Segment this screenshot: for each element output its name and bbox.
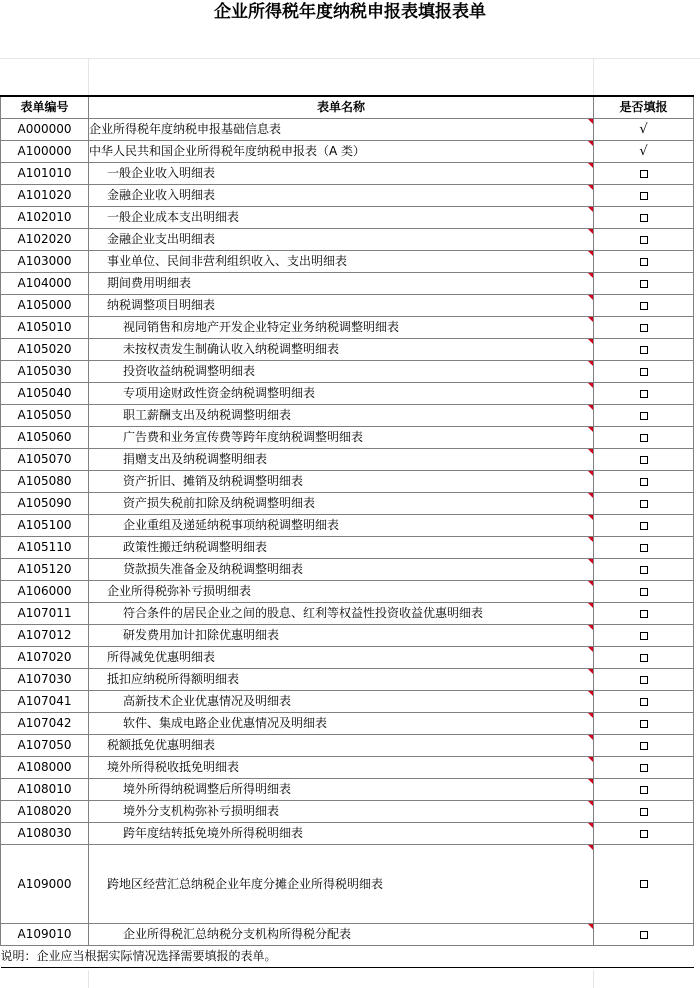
form-name bbox=[89, 383, 594, 405]
grid-line bbox=[88, 970, 89, 988]
fill-status-cell[interactable] bbox=[594, 603, 694, 625]
comment-indicator-icon bbox=[588, 229, 593, 234]
checkbox-empty-icon[interactable] bbox=[640, 522, 648, 530]
fill-status-cell[interactable] bbox=[594, 924, 694, 946]
form-name bbox=[89, 581, 594, 603]
comment-indicator-icon bbox=[588, 691, 593, 696]
form-code: A107050 bbox=[1, 735, 89, 757]
form-name bbox=[89, 229, 594, 251]
form-code: A109000 bbox=[1, 845, 89, 924]
checkbox-empty-icon[interactable] bbox=[640, 478, 648, 486]
form-code: A108030 bbox=[1, 823, 89, 845]
form-name-text: 中华人民共和国企业所得税年度纳税申报表（A 类） bbox=[89, 144, 366, 158]
comment-indicator-icon bbox=[588, 801, 593, 806]
form-name-text: 纳税调整项目明细表 bbox=[107, 298, 216, 312]
form-code: A105100 bbox=[1, 515, 89, 537]
form-code: A105110 bbox=[1, 537, 89, 559]
note-text: 说明：企业应当根据实际情况选择需要填报的表单。 bbox=[1, 946, 694, 968]
form-name bbox=[89, 361, 594, 383]
table-row bbox=[1, 229, 694, 251]
checkbox-empty-icon[interactable] bbox=[640, 456, 648, 464]
checkbox-empty-icon[interactable] bbox=[640, 764, 648, 772]
form-code: A108010 bbox=[1, 779, 89, 801]
fill-status-cell[interactable] bbox=[594, 823, 694, 845]
form-name bbox=[89, 273, 594, 295]
table-row bbox=[1, 924, 694, 946]
form-name bbox=[89, 295, 594, 317]
checkbox-empty-icon[interactable] bbox=[640, 676, 648, 684]
form-code: A102010 bbox=[1, 207, 89, 229]
form-name-text: 企业所得税弥补亏损明细表 bbox=[107, 584, 252, 598]
form-code: A105080 bbox=[1, 471, 89, 493]
checkbox-empty-icon[interactable] bbox=[640, 880, 648, 888]
table-row bbox=[1, 845, 694, 924]
form-code: A100000 bbox=[1, 141, 89, 163]
checkbox-empty-icon[interactable] bbox=[640, 786, 648, 794]
form-name bbox=[89, 317, 594, 339]
form-name bbox=[89, 119, 594, 141]
form-name bbox=[89, 537, 594, 559]
form-name-text: 研发费用加计扣除优惠明细表 bbox=[123, 628, 280, 642]
fill-status-cell[interactable] bbox=[594, 735, 694, 757]
comment-indicator-icon bbox=[588, 163, 593, 168]
form-code: A000000 bbox=[1, 119, 89, 141]
checkbox-empty-icon[interactable] bbox=[640, 324, 648, 332]
form-code: A103000 bbox=[1, 251, 89, 273]
comment-indicator-icon bbox=[588, 493, 593, 498]
form-name bbox=[89, 823, 594, 845]
fill-status-cell[interactable] bbox=[594, 779, 694, 801]
form-code: A107030 bbox=[1, 669, 89, 691]
checkbox-empty-icon[interactable] bbox=[640, 390, 648, 398]
form-name-text: 所得减免优惠明细表 bbox=[107, 650, 216, 664]
header-fill: 是否填报 bbox=[594, 96, 694, 119]
table-row bbox=[1, 493, 694, 515]
form-name-text: 境外所得纳税调整后所得明细表 bbox=[123, 782, 292, 796]
form-name-text: 资产折旧、摊销及纳税调整明细表 bbox=[123, 474, 304, 488]
form-name bbox=[89, 691, 594, 713]
form-list-table bbox=[0, 95, 694, 968]
table-row bbox=[1, 207, 694, 229]
form-name-text: 抵扣应纳税所得额明细表 bbox=[107, 672, 240, 686]
comment-indicator-icon bbox=[588, 317, 593, 322]
fill-status-cell[interactable] bbox=[594, 493, 694, 515]
comment-indicator-icon bbox=[588, 603, 593, 608]
form-name-text: 未按权责发生制确认收入纳税调整明细表 bbox=[123, 342, 340, 356]
checkbox-empty-icon[interactable] bbox=[640, 500, 648, 508]
check-mark-icon: √ bbox=[639, 122, 648, 137]
table-row bbox=[1, 625, 694, 647]
grid-line bbox=[593, 58, 594, 95]
form-name bbox=[89, 559, 594, 581]
table-row bbox=[1, 537, 694, 559]
form-name-text: 企业所得税年度纳税申报基础信息表 bbox=[89, 122, 282, 136]
form-code: A107020 bbox=[1, 647, 89, 669]
form-name bbox=[89, 669, 594, 691]
table-row bbox=[1, 185, 694, 207]
checkbox-empty-icon[interactable] bbox=[640, 632, 648, 640]
form-name-text: 税额抵免优惠明细表 bbox=[107, 738, 216, 752]
checkbox-empty-icon[interactable] bbox=[640, 434, 648, 442]
table-row bbox=[1, 471, 694, 493]
table-row bbox=[1, 449, 694, 471]
fill-status-cell[interactable] bbox=[594, 801, 694, 823]
form-code: A106000 bbox=[1, 581, 89, 603]
table-row bbox=[1, 427, 694, 449]
fill-status-cell[interactable] bbox=[594, 273, 694, 295]
form-code: A101020 bbox=[1, 185, 89, 207]
comment-indicator-icon bbox=[588, 251, 593, 256]
form-name bbox=[89, 713, 594, 735]
checkbox-empty-icon[interactable] bbox=[640, 830, 648, 838]
table-row bbox=[1, 317, 694, 339]
checkbox-empty-icon[interactable] bbox=[640, 236, 648, 244]
fill-status-cell[interactable] bbox=[594, 207, 694, 229]
table-row bbox=[1, 339, 694, 361]
form-code: A105050 bbox=[1, 405, 89, 427]
form-name bbox=[89, 779, 594, 801]
comment-indicator-icon bbox=[588, 537, 593, 542]
comment-indicator-icon bbox=[588, 647, 593, 652]
comment-indicator-icon bbox=[588, 361, 593, 366]
form-name bbox=[89, 339, 594, 361]
form-name bbox=[89, 603, 594, 625]
form-name bbox=[89, 471, 594, 493]
form-name bbox=[89, 251, 594, 273]
form-name-text: 符合条件的居民企业之间的股息、红利等权益性投资收益优惠明细表 bbox=[123, 606, 484, 620]
comment-indicator-icon bbox=[588, 845, 593, 850]
fill-status-cell[interactable] bbox=[594, 691, 694, 713]
comment-indicator-icon bbox=[588, 515, 593, 520]
table-row bbox=[1, 801, 694, 823]
checkbox-empty-icon[interactable] bbox=[640, 698, 648, 706]
comment-indicator-icon bbox=[588, 471, 593, 476]
form-name-text: 捐赠支出及纳税调整明细表 bbox=[123, 452, 268, 466]
fill-status-cell[interactable] bbox=[594, 141, 694, 163]
form-name-text: 视同销售和房地产开发企业特定业务纳税调整明细表 bbox=[123, 320, 400, 334]
comment-indicator-icon bbox=[588, 185, 593, 190]
table-header-row bbox=[1, 96, 694, 119]
form-name-text: 一般企业收入明细表 bbox=[107, 166, 216, 180]
form-name bbox=[89, 163, 594, 185]
form-code: A107011 bbox=[1, 603, 89, 625]
fill-status-cell[interactable] bbox=[594, 317, 694, 339]
form-name bbox=[89, 405, 594, 427]
form-name-text: 一般企业成本支出明细表 bbox=[107, 210, 240, 224]
form-code: A108020 bbox=[1, 801, 89, 823]
checkbox-empty-icon[interactable] bbox=[640, 566, 648, 574]
checkbox-empty-icon[interactable] bbox=[640, 742, 648, 750]
comment-indicator-icon bbox=[588, 823, 593, 828]
fill-status-cell[interactable] bbox=[594, 471, 694, 493]
table-row bbox=[1, 295, 694, 317]
form-code: A104000 bbox=[1, 273, 89, 295]
form-name-text: 企业重组及递延纳税事项纳税调整明细表 bbox=[123, 518, 340, 532]
fill-status-cell[interactable] bbox=[594, 625, 694, 647]
comment-indicator-icon bbox=[588, 119, 593, 124]
form-code: A105030 bbox=[1, 361, 89, 383]
comment-indicator-icon bbox=[588, 924, 593, 929]
form-name-text: 资产损失税前扣除及纳税调整明细表 bbox=[123, 496, 316, 510]
form-code: A109010 bbox=[1, 924, 89, 946]
form-code: A107042 bbox=[1, 713, 89, 735]
page-title: 企业所得税年度纳税申报表填报表单 bbox=[214, 2, 486, 22]
comment-indicator-icon bbox=[588, 669, 593, 674]
form-code: A105040 bbox=[1, 383, 89, 405]
comment-indicator-icon bbox=[588, 757, 593, 762]
checkbox-empty-icon[interactable] bbox=[640, 280, 648, 288]
form-name-text: 专项用途财政性资金纳税调整明细表 bbox=[123, 386, 316, 400]
table-row bbox=[1, 581, 694, 603]
checkbox-empty-icon[interactable] bbox=[640, 544, 648, 552]
note-row bbox=[1, 946, 694, 968]
form-code: A105020 bbox=[1, 339, 89, 361]
comment-indicator-icon bbox=[588, 735, 593, 740]
table-row bbox=[1, 603, 694, 625]
fill-status-cell[interactable] bbox=[594, 229, 694, 251]
form-name-text: 期间费用明细表 bbox=[107, 276, 192, 290]
form-name bbox=[89, 427, 594, 449]
checkbox-empty-icon[interactable] bbox=[640, 258, 648, 266]
checkbox-empty-icon[interactable] bbox=[640, 170, 648, 178]
comment-indicator-icon bbox=[588, 339, 593, 344]
comment-indicator-icon bbox=[588, 625, 593, 630]
form-name-text: 广告费和业务宣传费等跨年度纳税调整明细表 bbox=[123, 430, 364, 444]
fill-status-cell[interactable] bbox=[594, 647, 694, 669]
form-name bbox=[89, 924, 594, 946]
checkbox-empty-icon[interactable] bbox=[640, 214, 648, 222]
header-code: 表单编号 bbox=[1, 96, 89, 119]
fill-status-cell[interactable] bbox=[594, 669, 694, 691]
form-code: A105010 bbox=[1, 317, 89, 339]
grid-line bbox=[88, 58, 89, 95]
checkbox-empty-icon[interactable] bbox=[640, 720, 648, 728]
form-name bbox=[89, 207, 594, 229]
comment-indicator-icon bbox=[588, 713, 593, 718]
fill-status-cell[interactable] bbox=[594, 361, 694, 383]
fill-status-cell[interactable] bbox=[594, 427, 694, 449]
form-name-text: 贷款损失准备金及纳税调整明细表 bbox=[123, 562, 304, 576]
form-code: A105120 bbox=[1, 559, 89, 581]
form-name-text: 事业单位、民间非营利组织收入、支出明细表 bbox=[107, 254, 348, 268]
fill-status-cell[interactable] bbox=[594, 251, 694, 273]
form-name-text: 跨年度结转抵免境外所得税明细表 bbox=[123, 826, 304, 840]
checkbox-empty-icon[interactable] bbox=[640, 610, 648, 618]
form-name-text: 金融企业支出明细表 bbox=[107, 232, 216, 246]
form-name bbox=[89, 515, 594, 537]
form-name bbox=[89, 185, 594, 207]
checkbox-empty-icon[interactable] bbox=[640, 412, 648, 420]
comment-indicator-icon bbox=[588, 559, 593, 564]
form-name-text: 企业所得税汇总纳税分支机构所得税分配表 bbox=[123, 927, 352, 941]
fill-status-cell[interactable] bbox=[594, 405, 694, 427]
comment-indicator-icon bbox=[588, 427, 593, 432]
fill-status-cell[interactable] bbox=[594, 449, 694, 471]
form-name-text: 高新技术企业优惠情况及明细表 bbox=[123, 694, 292, 708]
table-row bbox=[1, 757, 694, 779]
checkbox-empty-icon[interactable] bbox=[640, 931, 648, 939]
checkbox-empty-icon[interactable] bbox=[640, 192, 648, 200]
checkbox-empty-icon[interactable] bbox=[640, 808, 648, 816]
comment-indicator-icon bbox=[588, 779, 593, 784]
table-row bbox=[1, 119, 694, 141]
table-row bbox=[1, 383, 694, 405]
fill-status-cell[interactable] bbox=[594, 295, 694, 317]
form-name bbox=[89, 449, 594, 471]
grid-line bbox=[593, 970, 594, 988]
table-row bbox=[1, 823, 694, 845]
fill-status-cell[interactable] bbox=[594, 119, 694, 141]
check-mark-icon: √ bbox=[639, 144, 648, 159]
form-code: A108000 bbox=[1, 757, 89, 779]
table-row bbox=[1, 669, 694, 691]
form-name bbox=[89, 757, 594, 779]
checkbox-empty-icon[interactable] bbox=[640, 368, 648, 376]
form-name-text: 投资收益纳税调整明细表 bbox=[123, 364, 256, 378]
form-name-text: 跨地区经营汇总纳税企业年度分摊企业所得税明细表 bbox=[107, 876, 384, 891]
form-code: A101010 bbox=[1, 163, 89, 185]
fill-status-cell[interactable] bbox=[594, 163, 694, 185]
comment-indicator-icon bbox=[588, 295, 593, 300]
table-row bbox=[1, 691, 694, 713]
form-name-text: 软件、集成电路企业优惠情况及明细表 bbox=[123, 716, 328, 730]
form-code: A102020 bbox=[1, 229, 89, 251]
table-row bbox=[1, 251, 694, 273]
table-row bbox=[1, 405, 694, 427]
checkbox-empty-icon[interactable] bbox=[640, 654, 648, 662]
form-code: A107012 bbox=[1, 625, 89, 647]
form-name-text: 职工薪酬支出及纳税调整明细表 bbox=[123, 408, 292, 422]
form-name bbox=[89, 735, 594, 757]
fill-status-cell[interactable] bbox=[594, 757, 694, 779]
fill-status-cell[interactable] bbox=[594, 845, 694, 924]
fill-status-cell[interactable] bbox=[594, 383, 694, 405]
fill-status-cell[interactable] bbox=[594, 713, 694, 735]
checkbox-empty-icon[interactable] bbox=[640, 588, 648, 596]
form-code: A107041 bbox=[1, 691, 89, 713]
comment-indicator-icon bbox=[588, 141, 593, 146]
table-row bbox=[1, 273, 694, 295]
checkbox-empty-icon[interactable] bbox=[640, 346, 648, 354]
fill-status-cell[interactable] bbox=[594, 185, 694, 207]
table-row bbox=[1, 163, 694, 185]
table-row bbox=[1, 713, 694, 735]
comment-indicator-icon bbox=[588, 449, 593, 454]
table-row bbox=[1, 735, 694, 757]
comment-indicator-icon bbox=[588, 207, 593, 212]
grid-line bbox=[0, 58, 700, 59]
form-name bbox=[89, 141, 594, 163]
fill-status-cell[interactable] bbox=[594, 581, 694, 603]
form-name bbox=[89, 845, 594, 924]
checkbox-empty-icon[interactable] bbox=[640, 302, 648, 310]
comment-indicator-icon bbox=[588, 273, 593, 278]
form-name-text: 境外所得税收抵免明细表 bbox=[107, 760, 240, 774]
form-name bbox=[89, 801, 594, 823]
form-name bbox=[89, 647, 594, 669]
form-name-text: 政策性搬迁纳税调整明细表 bbox=[123, 540, 268, 554]
table-row bbox=[1, 361, 694, 383]
form-name bbox=[89, 625, 594, 647]
table-row bbox=[1, 515, 694, 537]
fill-status-cell[interactable] bbox=[594, 537, 694, 559]
form-name-text: 金融企业收入明细表 bbox=[107, 188, 216, 202]
comment-indicator-icon bbox=[588, 383, 593, 388]
form-code: A105070 bbox=[1, 449, 89, 471]
form-name-text: 境外分支机构弥补亏损明细表 bbox=[123, 804, 280, 818]
table-row bbox=[1, 559, 694, 581]
header-name: 表单名称 bbox=[89, 96, 594, 119]
fill-status-cell[interactable] bbox=[594, 559, 694, 581]
fill-status-cell[interactable] bbox=[594, 515, 694, 537]
form-code: A105000 bbox=[1, 295, 89, 317]
table-row bbox=[1, 141, 694, 163]
form-name bbox=[89, 493, 594, 515]
form-code: A105090 bbox=[1, 493, 89, 515]
comment-indicator-icon bbox=[588, 581, 593, 586]
table-row bbox=[1, 779, 694, 801]
form-code: A105060 bbox=[1, 427, 89, 449]
table-row bbox=[1, 647, 694, 669]
comment-indicator-icon bbox=[588, 405, 593, 410]
fill-status-cell[interactable] bbox=[594, 339, 694, 361]
